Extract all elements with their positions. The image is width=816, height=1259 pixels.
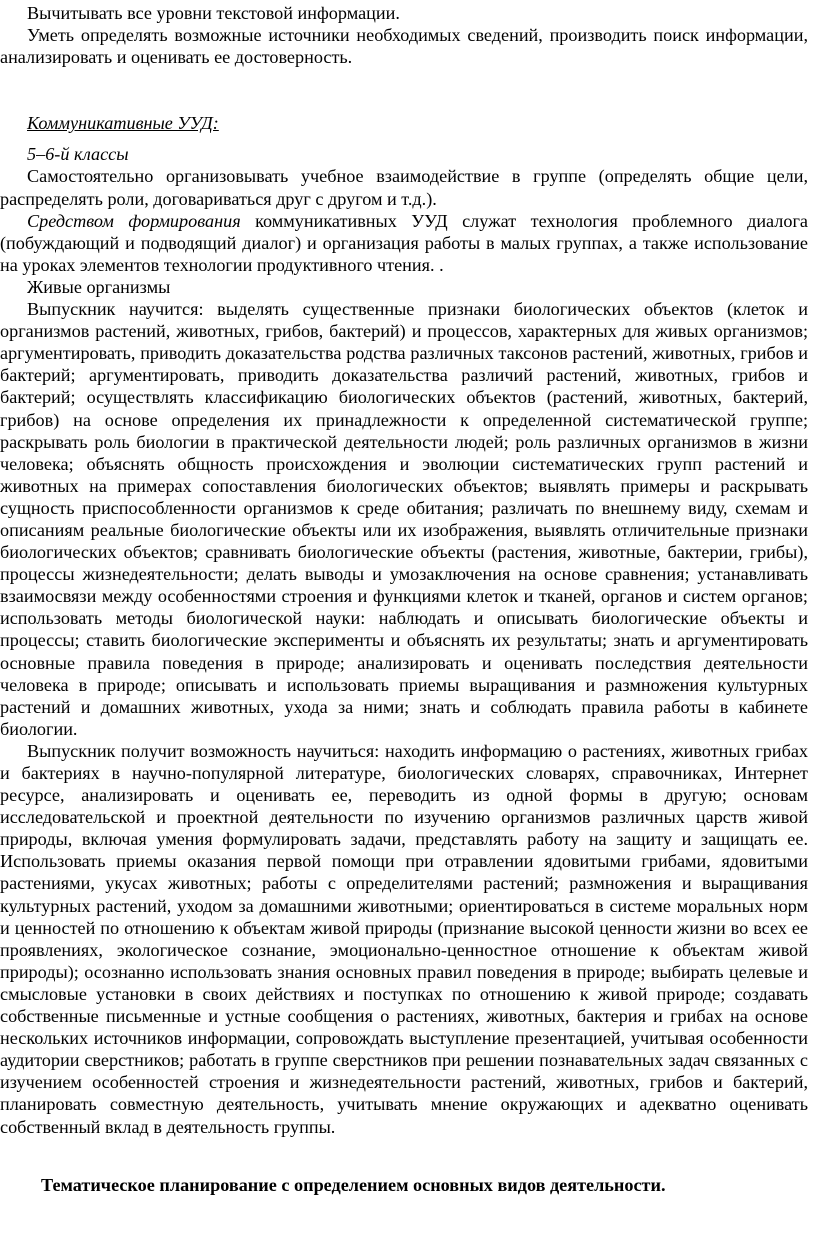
- means-rest-text: коммуникативных УУД служат технология проблемного диалога (побуждающий и подводящий диалог) и организация работы в малых группах, а также использование на уроках элементов технологии продуктивного чтения. .: [0, 210, 808, 275]
- paragraph-graduate-opportunity: Выпускник получит возможность научиться: находить информацию о растениях, животных грибах и бактериях в научно-популярной литературе, биологических словарях, справочниках, Интернет ресурсе, анализировать и оценивать ее, переводить из одной формы в другую; основам исследовательской и проектной деятельности по изучению организмов различных царств живой природы, включая умения формулировать задачи, представлять работу на защиту и защищать ее. Использовать приемы оказания первой помощи при отравлении ядовитыми грибами, ядовитыми растениями, укусах животных; работы с определителями растений; размножения и выращивания культурных растений, уходом за домашними животными; ориентироваться в системе моральных норм и ценностей по отношению к объектам живой природы (признание высокой ценности жизни во всех ее проявлениях, экологическое сознание, эмоционально-ценностное отношение к объектам живой природы); осознанно использовать знания основных правил поведения в природе; выбирать целевые и смысловые установки в своих действиях и поступках по отношению к живой природе; создавать собственные письменные и устные сообщения о растениях, животных, бактерия и грибах на основе нескольких источников информации, сопровождать выступление презентацией, учитывая особенности аудитории сверстников; работать в группе сверстников при решении познавательных задач связанных с изучением особенностей строения и жизнедеятельности растений, животных, грибов и бактерий, планировать совместную деятельность, учитывать мнение окружающих и адекватно оценивать собственный вклад в деятельность группы.: [0, 740, 808, 1137]
- means-italic-text: Средством формирования: [27, 210, 241, 231]
- paragraph-graduate-learns: Выпускник научится: выделять существенные признаки биологических объектов (клеток и организмов растений, животных, грибов, бактерий) и процессов, характерных для живых организмов; аргументировать, приводить доказательства родства различных таксонов растений, животных, грибов и бактерий; аргументировать, приводить доказательства различий растений, животных, грибов и бактерий; осуществлять классификацию биологических объектов (растений, животных, бактерий, грибов) на основе определения их принадлежности к определенной систематической группе; раскрывать роль биологии в практической деятельности людей; роль различных организмов в жизни человека; объяснять общность происхождения и эволюции систематических групп растений и животных на примерах сопоставления биологических объектов; выявлять примеры и раскрывать сущность приспособленности организмов к среде обитания; различать по внешнему виду, схемам и описаниям реальные биологические объекты или их изображения, выявлять отличительные признаки биологических объектов; сравнивать биологические объекты (растения, животные, бактерии, грибы), процессы жизнедеятельности; делать выводы и умозаключения на основе сравнения; устанавливать взаимосвязи между особенностями строения и функциями клеток и тканей, органов и систем органов; использовать методы биологической науки: наблюдать и описывать биологические объекты и процессы; ставить биологические эксперименты и объяснять их результаты; знать и аргументировать основные правила поведения в природе; анализировать и оценивать последствия деятельности человека в природе; описывать и использовать приемы выращивания и размножения культурных растений и домашних животных, ухода за ними; знать и соблюдать правила работы в кабинете биологии.: [0, 299, 808, 739]
- section-title-living-organisms: Живые организмы: [27, 276, 171, 297]
- heading-communicative-text: Коммуникативные УУД:: [27, 113, 219, 134]
- heading-communicative: [0, 112, 808, 134]
- paragraph-group-work: Самостоятельно организовывать учебное взаимодействие в группе (определять общие цели, распределять роли, договариваться друг с другом и т.д.).: [0, 166, 808, 209]
- grades-label: 5–6-й классы: [27, 144, 129, 165]
- final-title: Тематическое планирование с определением основных видов деятельности.: [41, 1174, 666, 1195]
- paragraph-read-levels: Вычитывать все уровни текстовой информации.: [27, 3, 400, 23]
- paragraph-means: [0, 210, 808, 276]
- blank-space: [0, 68, 808, 112]
- paragraph-info-sources: Уметь определять возможные источники необходимых сведений, производить поиск информации, анализировать и оценивать ее достоверность.: [0, 25, 808, 68]
